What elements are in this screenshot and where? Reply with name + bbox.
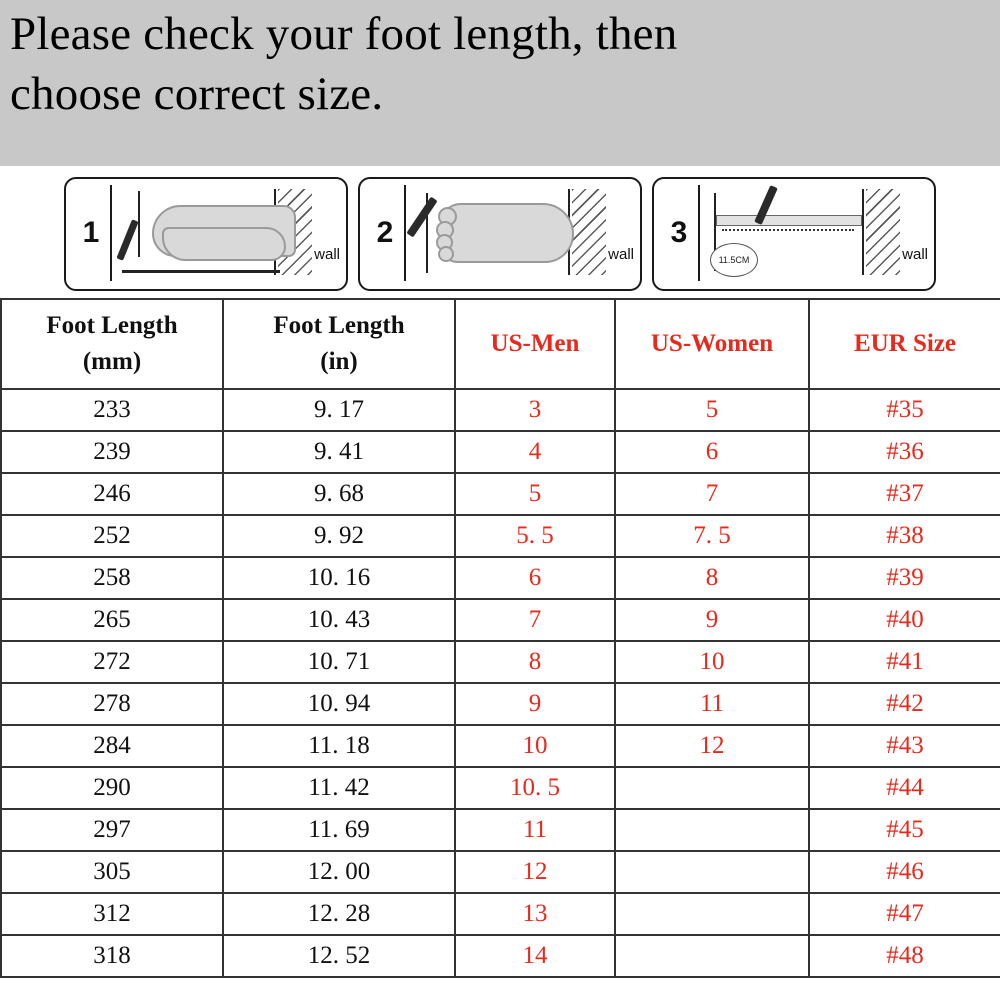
cell-us-men: 10 — [455, 725, 615, 767]
cell-foot-length-in: 10. 43 — [223, 599, 455, 641]
cell-foot-length-mm: 297 — [1, 809, 223, 851]
cell-us-men: 4 — [455, 431, 615, 473]
table-row — [1, 725, 1000, 767]
table-row — [1, 851, 1000, 893]
cell-us-men: 5. 5 — [455, 515, 615, 557]
cell-us-women — [615, 893, 809, 935]
cell-foot-length-mm: 272 — [1, 641, 223, 683]
cell-foot-length-in: 11. 69 — [223, 809, 455, 851]
cell-foot-length-mm: 284 — [1, 725, 223, 767]
toe-icon — [438, 246, 454, 262]
cell-us-women — [615, 809, 809, 851]
cell-us-women — [615, 935, 809, 977]
step-number-3: 3 — [660, 185, 700, 281]
table-row — [1, 683, 1000, 725]
cell-foot-length-in: 9. 17 — [223, 389, 455, 431]
cell-us-men: 14 — [455, 935, 615, 977]
table-row — [1, 557, 1000, 599]
heel-guide-line — [138, 191, 140, 257]
measurement-bubble: 11.5CM — [710, 243, 758, 277]
cell-foot-length-in: 9. 68 — [223, 473, 455, 515]
table-row — [1, 893, 1000, 935]
cell-foot-length-in: 11. 42 — [223, 767, 455, 809]
floor-line — [122, 270, 280, 273]
cell-us-men: 6 — [455, 557, 615, 599]
cell-eur-size: #46 — [809, 851, 1000, 893]
step-card-3 — [652, 177, 936, 291]
wall-hatch-icon — [866, 189, 900, 275]
step-number-1: 1 — [72, 185, 112, 281]
table-row — [1, 515, 1000, 557]
header-line-1: Foot Length — [46, 312, 178, 339]
table-row — [1, 389, 1000, 431]
header-line-2: choose correct size. — [10, 68, 384, 120]
cell-us-women: 9 — [615, 599, 809, 641]
header-line-2: (mm) — [82, 348, 142, 375]
wall-hatch-icon — [572, 189, 606, 275]
cell-us-men: 12 — [455, 851, 615, 893]
cell-eur-size: #44 — [809, 767, 1000, 809]
wall-label-3: wall — [902, 246, 928, 263]
cell-us-men: 9 — [455, 683, 615, 725]
cell-eur-size: #37 — [809, 473, 1000, 515]
cell-eur-size: #36 — [809, 431, 1000, 473]
cell-foot-length-in: 12. 52 — [223, 935, 455, 977]
cell-foot-length-mm: 278 — [1, 683, 223, 725]
cell-eur-size: #35 — [809, 389, 1000, 431]
cell-eur-size: #48 — [809, 935, 1000, 977]
cell-foot-length-in: 12. 00 — [223, 851, 455, 893]
header-foot-length-mm — [1, 299, 223, 389]
header-us-men: US-Men — [455, 299, 615, 389]
cell-us-women: 5 — [615, 389, 809, 431]
header-us-women: US-Women — [615, 299, 809, 389]
cell-eur-size: #41 — [809, 641, 1000, 683]
pencil-icon — [116, 219, 138, 261]
cell-foot-length-in: 11. 18 — [223, 725, 455, 767]
cell-us-men: 10. 5 — [455, 767, 615, 809]
cell-eur-size: #40 — [809, 599, 1000, 641]
cell-us-women — [615, 851, 809, 893]
cell-us-women: 12 — [615, 725, 809, 767]
cell-eur-size: #43 — [809, 725, 1000, 767]
cell-us-women: 7. 5 — [615, 515, 809, 557]
cell-foot-length-mm: 290 — [1, 767, 223, 809]
cell-foot-length-mm: 252 — [1, 515, 223, 557]
cell-foot-length-in: 12. 28 — [223, 893, 455, 935]
measure-steps — [0, 166, 1000, 298]
cell-foot-length-mm: 233 — [1, 389, 223, 431]
table-row — [1, 641, 1000, 683]
cell-us-men: 3 — [455, 389, 615, 431]
cell-foot-length-in: 10. 16 — [223, 557, 455, 599]
table-header-row — [1, 299, 1000, 389]
table-row — [1, 767, 1000, 809]
cell-us-women: 10 — [615, 641, 809, 683]
cell-us-men: 11 — [455, 809, 615, 851]
cell-foot-length-in: 9. 41 — [223, 431, 455, 473]
cell-foot-length-mm: 312 — [1, 893, 223, 935]
cell-us-women: 8 — [615, 557, 809, 599]
cell-foot-length-in: 10. 94 — [223, 683, 455, 725]
foot-sole-icon — [162, 227, 286, 261]
cell-us-men: 5 — [455, 473, 615, 515]
step-card-1 — [64, 177, 348, 291]
cell-foot-length-mm: 246 — [1, 473, 223, 515]
header-eur-size: EUR Size — [809, 299, 1000, 389]
header-line-2: (in) — [320, 348, 358, 375]
cell-us-men: 8 — [455, 641, 615, 683]
header-line-1: Please check your foot length, then — [10, 8, 678, 60]
cell-eur-size: #47 — [809, 893, 1000, 935]
cell-foot-length-in: 10. 71 — [223, 641, 455, 683]
table-body — [1, 389, 1000, 977]
cell-us-women: 6 — [615, 431, 809, 473]
cell-us-men: 7 — [455, 599, 615, 641]
wall-label-2: wall — [608, 246, 634, 263]
step-card-2 — [358, 177, 642, 291]
cell-foot-length-in: 9. 92 — [223, 515, 455, 557]
cell-foot-length-mm: 239 — [1, 431, 223, 473]
cell-foot-length-mm: 258 — [1, 557, 223, 599]
table-row — [1, 431, 1000, 473]
cell-foot-length-mm: 305 — [1, 851, 223, 893]
pencil-icon — [406, 197, 437, 238]
cell-us-women — [615, 767, 809, 809]
step-number-2: 2 — [366, 185, 406, 281]
header-line-1: Foot Length — [273, 312, 405, 339]
cell-us-women: 7 — [615, 473, 809, 515]
cell-eur-size: #38 — [809, 515, 1000, 557]
cell-eur-size: #42 — [809, 683, 1000, 725]
table-row — [1, 473, 1000, 515]
header-foot-length-in — [223, 299, 455, 389]
cell-eur-size: #45 — [809, 809, 1000, 851]
table-row — [1, 599, 1000, 641]
size-table — [0, 298, 1000, 978]
ruler-icon — [716, 215, 862, 226]
cell-foot-length-mm: 318 — [1, 935, 223, 977]
table-row — [1, 935, 1000, 977]
cell-eur-size: #39 — [809, 557, 1000, 599]
wall-line — [862, 189, 864, 275]
measure-dots — [722, 229, 854, 231]
wall-label-1: wall — [314, 246, 340, 263]
cell-us-men: 13 — [455, 893, 615, 935]
cell-us-women: 11 — [615, 683, 809, 725]
header-banner — [0, 0, 1000, 166]
table-row — [1, 809, 1000, 851]
cell-foot-length-mm: 265 — [1, 599, 223, 641]
foot-top-icon — [440, 203, 574, 263]
